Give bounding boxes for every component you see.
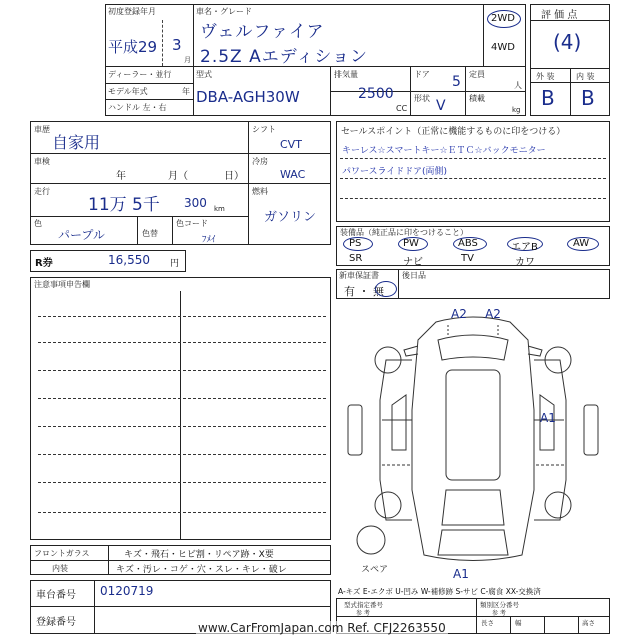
displacement-label: 排気量	[334, 70, 358, 79]
month-unit: 月	[184, 56, 191, 64]
equip-abs: ABS	[458, 238, 478, 249]
model-year-unit: 年	[182, 87, 190, 96]
model-designation-label: 型式指定番号	[344, 601, 383, 609]
equip-airbag: エアB	[511, 242, 538, 253]
chassis-value: 0120719	[100, 584, 154, 598]
model-year-label: モデル年式	[108, 87, 148, 96]
displacement-value: 2500	[358, 86, 394, 102]
km-unit: km	[214, 205, 225, 213]
load-unit: kg	[512, 106, 521, 114]
interior-grade: B	[581, 86, 595, 110]
fuel-value: ガソリン	[264, 210, 317, 225]
handle-label: ハンドル 左・右	[108, 103, 167, 112]
drive-4wd: 4WD	[491, 42, 515, 53]
car-damage-diagram	[336, 300, 610, 582]
shift-value: CVT	[280, 138, 302, 151]
capacity-unit: 人	[514, 81, 522, 90]
ref-label-1: 参 考	[356, 610, 370, 617]
mileage-sub: 300	[184, 196, 207, 210]
recycle-label: R券	[35, 258, 53, 269]
windshield-items: キズ・飛石・ヒビ割・リペア跡・X要	[124, 550, 274, 560]
equip-aw: AW	[573, 238, 590, 249]
color-code-label: 色コード	[176, 219, 208, 228]
equip-tv: TV	[461, 253, 474, 264]
use-label: 車歴	[34, 125, 50, 134]
score-value: (4)	[553, 30, 582, 54]
exterior-grade: B	[541, 86, 555, 110]
inspection-month: 月（	[168, 171, 188, 182]
inspection-day: 日）	[224, 171, 244, 182]
color-label: 色	[34, 219, 42, 228]
ref-label-2: 参 考	[492, 610, 506, 617]
chassis-label: 車台番号	[36, 590, 76, 601]
interior-label: 内 装	[576, 72, 595, 81]
watermark-ref: www.CarFromJapan.com Ref. CFJ2263550	[198, 621, 446, 635]
equip-navi: ナビ	[403, 257, 423, 268]
reg-date-label: 初度登録年月	[108, 7, 156, 16]
type-label: 型式	[196, 70, 212, 79]
car-name: ヴェルファイア	[200, 22, 325, 42]
use-value: 自家用	[52, 133, 101, 152]
doors-value: 5	[452, 74, 461, 90]
equipment-label: 装備品（純正品に印をつけること）	[340, 228, 468, 237]
reg-month: 3	[172, 36, 182, 54]
mileage-label: 走行	[34, 187, 50, 196]
spare-label: スペア	[361, 565, 389, 575]
sales-points-label: セールスポイント（正常に機能するものに印をつける）	[341, 127, 566, 137]
warranty-value: 有 ・ 無	[344, 285, 384, 298]
sales-point-line1: キーレス☆スマートキー☆ＥＴＣ☆バックモニター	[342, 146, 546, 156]
cc-unit: CC	[396, 104, 408, 113]
length-label: 長さ	[481, 619, 494, 627]
shape-value: V	[436, 98, 446, 114]
drive-2wd: 2WD	[491, 13, 515, 24]
doors-label: ドア	[414, 70, 430, 79]
equip-pw: PW	[403, 238, 419, 249]
sales-point-line2: パワースライドドア(両側)	[342, 167, 448, 177]
reg-era: 平成29	[108, 38, 158, 56]
notes-label: 注意事項申告欄	[34, 280, 90, 289]
interior-cond-label: 内装	[52, 564, 68, 573]
damage-mark-a1-rear: A1	[453, 567, 469, 581]
load-label: 積載	[469, 94, 485, 103]
shift-label: シフト	[252, 125, 276, 134]
repaint-label: 色替	[142, 229, 158, 238]
width-label: 幅	[515, 619, 522, 627]
damage-mark-a1-side: A1	[540, 411, 556, 425]
height-label: 高さ	[582, 619, 595, 627]
color-value: パープル	[58, 228, 105, 242]
inspection-label: 車検	[34, 157, 50, 166]
category-number-label: 類別区分番号	[480, 601, 519, 609]
dealer-label: ディーラー・並行	[108, 70, 172, 79]
equip-leather: カワ	[515, 257, 535, 268]
equip-sr: SR	[349, 253, 363, 264]
car-grade: 2.5Z Aエディション	[200, 47, 369, 67]
carname-label: 車名・グレード	[196, 7, 252, 16]
ac-label: 冷房	[252, 157, 268, 166]
mileage-value: 11万 5千	[88, 195, 160, 215]
model-code: DBA-AGH30W	[196, 88, 300, 106]
damage-mark-a2-left: A2	[451, 307, 467, 321]
windshield-label: フロントガラス	[34, 549, 90, 558]
recycle-amount: 16,550	[108, 253, 150, 267]
color-code-value: ﾌﾒｲ	[202, 235, 216, 245]
capacity-label: 定員	[469, 70, 485, 79]
interior-items: キズ・汚レ・コゲ・穴・スレ・キレ・破レ	[116, 565, 287, 575]
ac-value: WAC	[280, 168, 306, 181]
exterior-label: 外 装	[536, 72, 555, 81]
equip-ps: PS	[349, 238, 362, 249]
yen-unit: 円	[170, 259, 180, 269]
damage-mark-a2-right: A2	[485, 307, 501, 321]
date-item-label: 後日品	[402, 271, 426, 280]
score-label: 評 価 点	[541, 10, 578, 21]
warranty-label: 新車保証書	[339, 271, 379, 280]
warranty-selected-circle	[375, 281, 397, 297]
inspection-year: 年	[116, 171, 126, 182]
shape-label: 形状	[414, 94, 430, 103]
fuel-label: 燃料	[252, 187, 268, 196]
reg-number-label: 登録番号	[36, 617, 76, 628]
damage-legend: A-キズ E-エクボ U-凹み W-補修跡 S-サビ C-腐食 XX-交換済	[338, 587, 541, 596]
